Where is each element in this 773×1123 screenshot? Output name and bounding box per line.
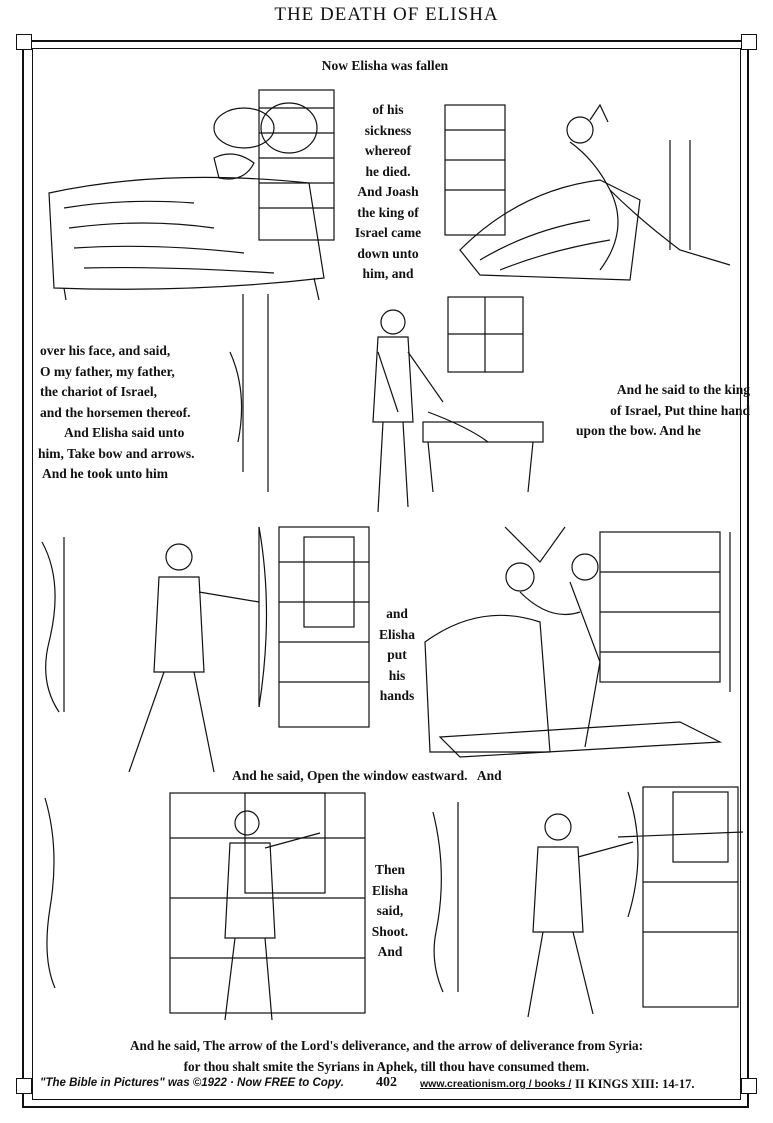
illustration-shooting-arrow — [428, 782, 743, 1022]
illustration-elisha-sick-in-bed — [44, 88, 349, 303]
caption-line: O my father, my father, — [40, 363, 175, 379]
page-title: THE DEATH OF ELISHA — [274, 4, 499, 25]
caption-line: And he said to the king — [616, 382, 750, 397]
caption-line: whereof — [364, 143, 412, 158]
caption-line: And he said, The arrow of the Lord's deliverance, and the arrow of deliverance from Syria: — [130, 1038, 643, 1053]
caption-line: Israel came — [354, 225, 422, 240]
caption-line: and — [386, 606, 408, 621]
footer-url-link[interactable]: www.creationism.org / books / — [420, 1078, 572, 1090]
caption-line: of his — [372, 102, 404, 117]
caption-line: him, and — [362, 266, 414, 281]
caption-line: upon the bow. And he — [576, 423, 701, 438]
caption-line: And — [377, 944, 403, 959]
caption-line: And he took unto him — [42, 466, 169, 481]
caption-line: Then — [374, 862, 405, 877]
caption-hands-column — [372, 604, 422, 707]
caption-line: said, — [376, 903, 404, 918]
illustration-elisha-hands-on-bow — [420, 522, 745, 762]
corner-ornament-top-left — [16, 34, 32, 50]
caption-line: of Israel, Put thine hand — [610, 402, 750, 418]
caption-top-center: Now Elisha was fallen — [321, 58, 449, 73]
caption-line: Elisha — [371, 882, 409, 898]
caption-line: Shoot. — [371, 923, 409, 939]
illustration-joash-weeping — [440, 100, 740, 290]
caption-middle-column — [336, 100, 440, 285]
illustration-joash-holding-bow — [34, 522, 374, 782]
illustration-opening-window — [40, 788, 370, 1028]
caption-line: he died. — [365, 163, 411, 179]
footer-scripture-reference: II KINGS XIII: 14-17. — [575, 1077, 695, 1091]
caption-line: sickness — [364, 122, 412, 138]
caption-right-block — [560, 380, 750, 442]
caption-line: him, Take bow and arrows. — [38, 445, 195, 461]
corner-ornament-bottom-left — [16, 1078, 32, 1094]
caption-line: And Elisha said unto — [64, 425, 185, 440]
caption-line: the king of — [357, 204, 419, 220]
caption-line: put — [387, 647, 407, 662]
caption-line: for thou shalt smite the Syrians in Aphek, till thou have consumed them. — [183, 1058, 590, 1074]
caption-line: hands — [379, 688, 415, 703]
footer-page-number: 402 — [376, 1075, 397, 1090]
caption-line: the chariot of Israel, — [40, 384, 157, 399]
footer-copyright: "The Bible in Pictures" was ©1922 · Now FREE to Copy. — [40, 1077, 344, 1089]
corner-ornament-top-right — [741, 34, 757, 50]
caption-open-window: And he said, Open the window eastward. And — [232, 768, 502, 783]
caption-bottom — [40, 1036, 733, 1077]
caption-line: And Joash — [357, 184, 419, 199]
caption-left-block — [28, 341, 228, 485]
caption-line: his — [388, 667, 406, 683]
corner-ornament-bottom-right — [741, 1078, 757, 1094]
caption-line: and the horsemen thereof. — [40, 404, 191, 420]
caption-shoot-column — [360, 860, 420, 963]
caption-line: Elisha — [378, 626, 416, 642]
caption-line: down unto — [357, 245, 419, 261]
illustration-joash-taking-bow — [228, 292, 558, 517]
caption-line: over his face, and said, — [40, 343, 171, 358]
